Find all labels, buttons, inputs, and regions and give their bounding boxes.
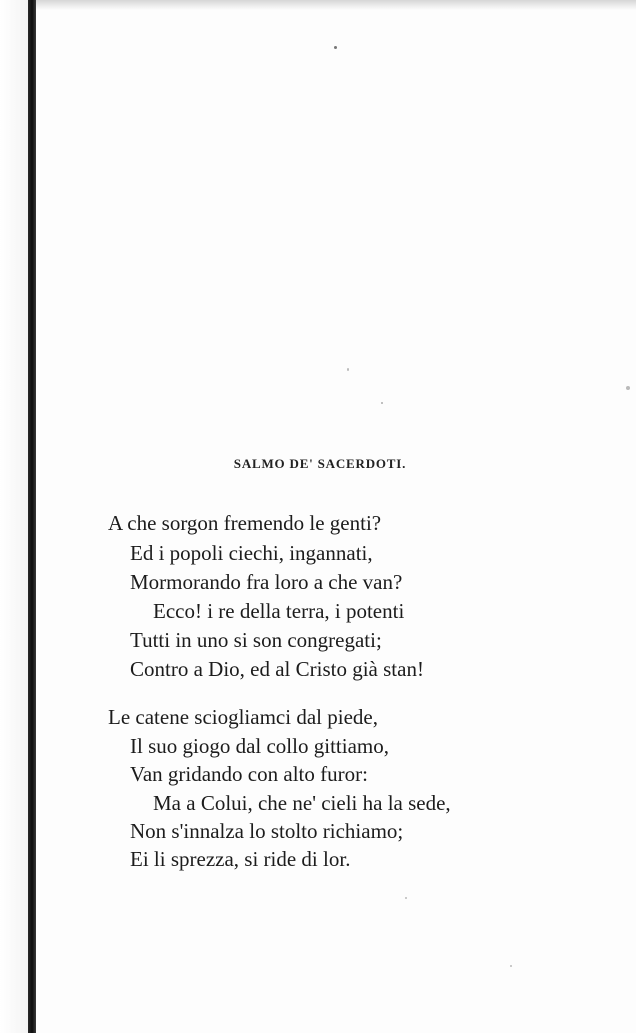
scan-speck <box>510 965 512 967</box>
verse-line: Non s'innalza lo stolto richiamo; <box>130 819 404 843</box>
page-margin-shadow <box>0 0 28 1033</box>
scan-top-edge <box>36 0 636 10</box>
binding-edge <box>28 0 36 1033</box>
verse-line: Van gridando con alto furor: <box>130 762 368 786</box>
verse-line: Le catene sciogliamci dal piede, <box>108 705 378 729</box>
scan-speck <box>405 897 407 899</box>
verse-line: Contro a Dio, ed al Cristo già stan! <box>130 657 424 681</box>
verse-line: Ed i popoli ciechi, ingannati, <box>130 541 373 565</box>
verse-line: Tutti in uno si son congregati; <box>130 628 382 652</box>
scan-speck <box>626 386 630 390</box>
verse-line: Ecco! i re della terra, i potenti <box>153 599 405 623</box>
verse-line: Ma a Colui, che ne' cieli ha la sede, <box>153 791 451 815</box>
verse-line: Ei li sprezza, si ride di lor. <box>130 847 351 871</box>
verse-line: Il suo giogo dal collo gittiamo, <box>130 734 389 758</box>
poem-title: SALMO DE' SACERDOTI. <box>233 456 407 471</box>
verse-line: Mormorando fra loro a che van? <box>130 570 403 594</box>
scan-speck <box>347 368 349 371</box>
scan-speck <box>381 402 383 404</box>
verse-line: A che sorgon fremendo le genti? <box>108 511 382 535</box>
scan-speck <box>334 46 337 49</box>
